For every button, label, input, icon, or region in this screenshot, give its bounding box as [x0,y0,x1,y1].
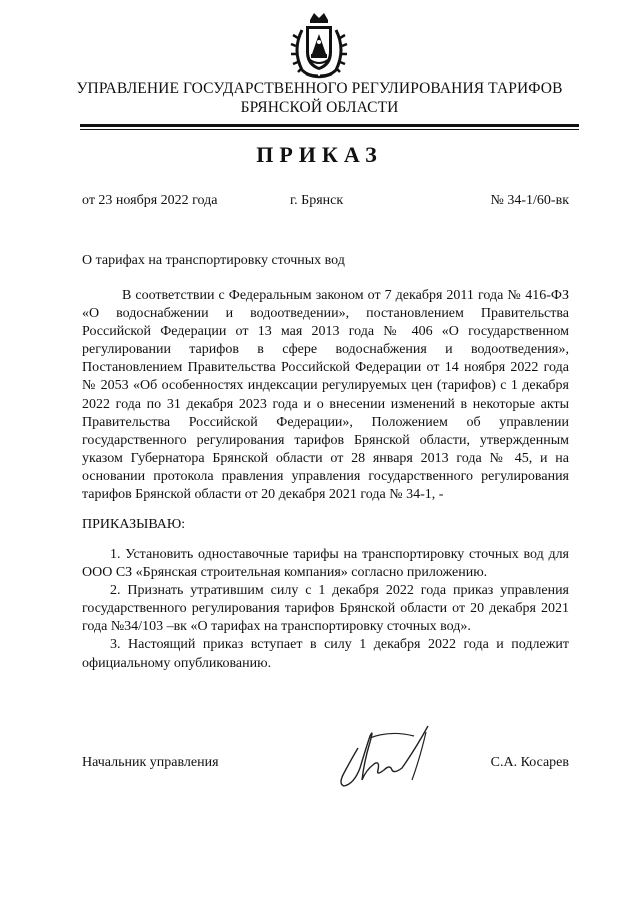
order-items [82,546,569,673]
document-number: № 34-1/60-вк [490,193,569,208]
document-subject: О тарифах на транспортировку сточных вод [82,253,345,268]
org-name-line2: БРЯНСКОЙ ОБЛАСТИ [240,99,399,116]
coat-of-arms-icon [288,10,350,80]
header-divider-thin [80,129,579,130]
handwritten-signature [330,718,450,798]
order-item-2: 2. Признать утратившим силу с 1 декабря 2022 года приказ управления государственного регулирования тарифов Брянской области от 20 декабря 2021 года №34/103 –вк «О тарифах на транспортировку сточных вод». [82,583,569,635]
header-divider-thick [80,124,579,127]
signatory-position: Начальник управления [82,755,219,770]
preamble-paragraph: В соответствии с Федеральным законом от 7 декабря 2011 года № 416-ФЗ «О водоснабжении и водоотведении», постановлением Правительства Российской Федерации от 13 мая 2013 года № 406 «О государственном регулировании тарифов в сфере водоснабжения и водоотведения», Постановлением Правительства Российской Федерации от 14 ноября 2022 года № 2053 «Об особенностях индексации регулируемых цен (тарифов) с 1 декабря 2022 года по 31 декабря 2023 года и о внесении изменений в некоторые акты Правительства Российской Федерации», Положением об управлении государственного регулирования тарифов Брянской области, утвержденным указом Губернатора Брянской области от 28 января 2013 года № 45, и на основании протокола правления управления государственного регулирования тарифов Брянской области от 20 декабря 2021 года № 34-1, - [82,288,569,503]
order-item-1: 1. Установить одноставочные тарифы на транспортировку сточных вод для ООО СЗ «Брянская строительная компания» согласно приложению. [82,547,569,581]
org-name-line1: УПРАВЛЕНИЕ ГОСУДАРСТВЕННОГО РЕГУЛИРОВАНИЯ ТАРИФОВ [76,80,563,97]
document-title: ПРИКАЗ [256,142,383,167]
document-city: г. Брянск [290,193,344,208]
order-item-3: 3. Настоящий приказ вступает в силу 1 декабря 2022 года и подлежит официальному опубликованию. [82,637,569,671]
order-directive: ПРИКАЗЫВАЮ: [82,517,186,532]
document-date: от 23 ноября 2022 года [82,193,218,208]
signatory-name: С.А. Косарев [490,755,569,770]
